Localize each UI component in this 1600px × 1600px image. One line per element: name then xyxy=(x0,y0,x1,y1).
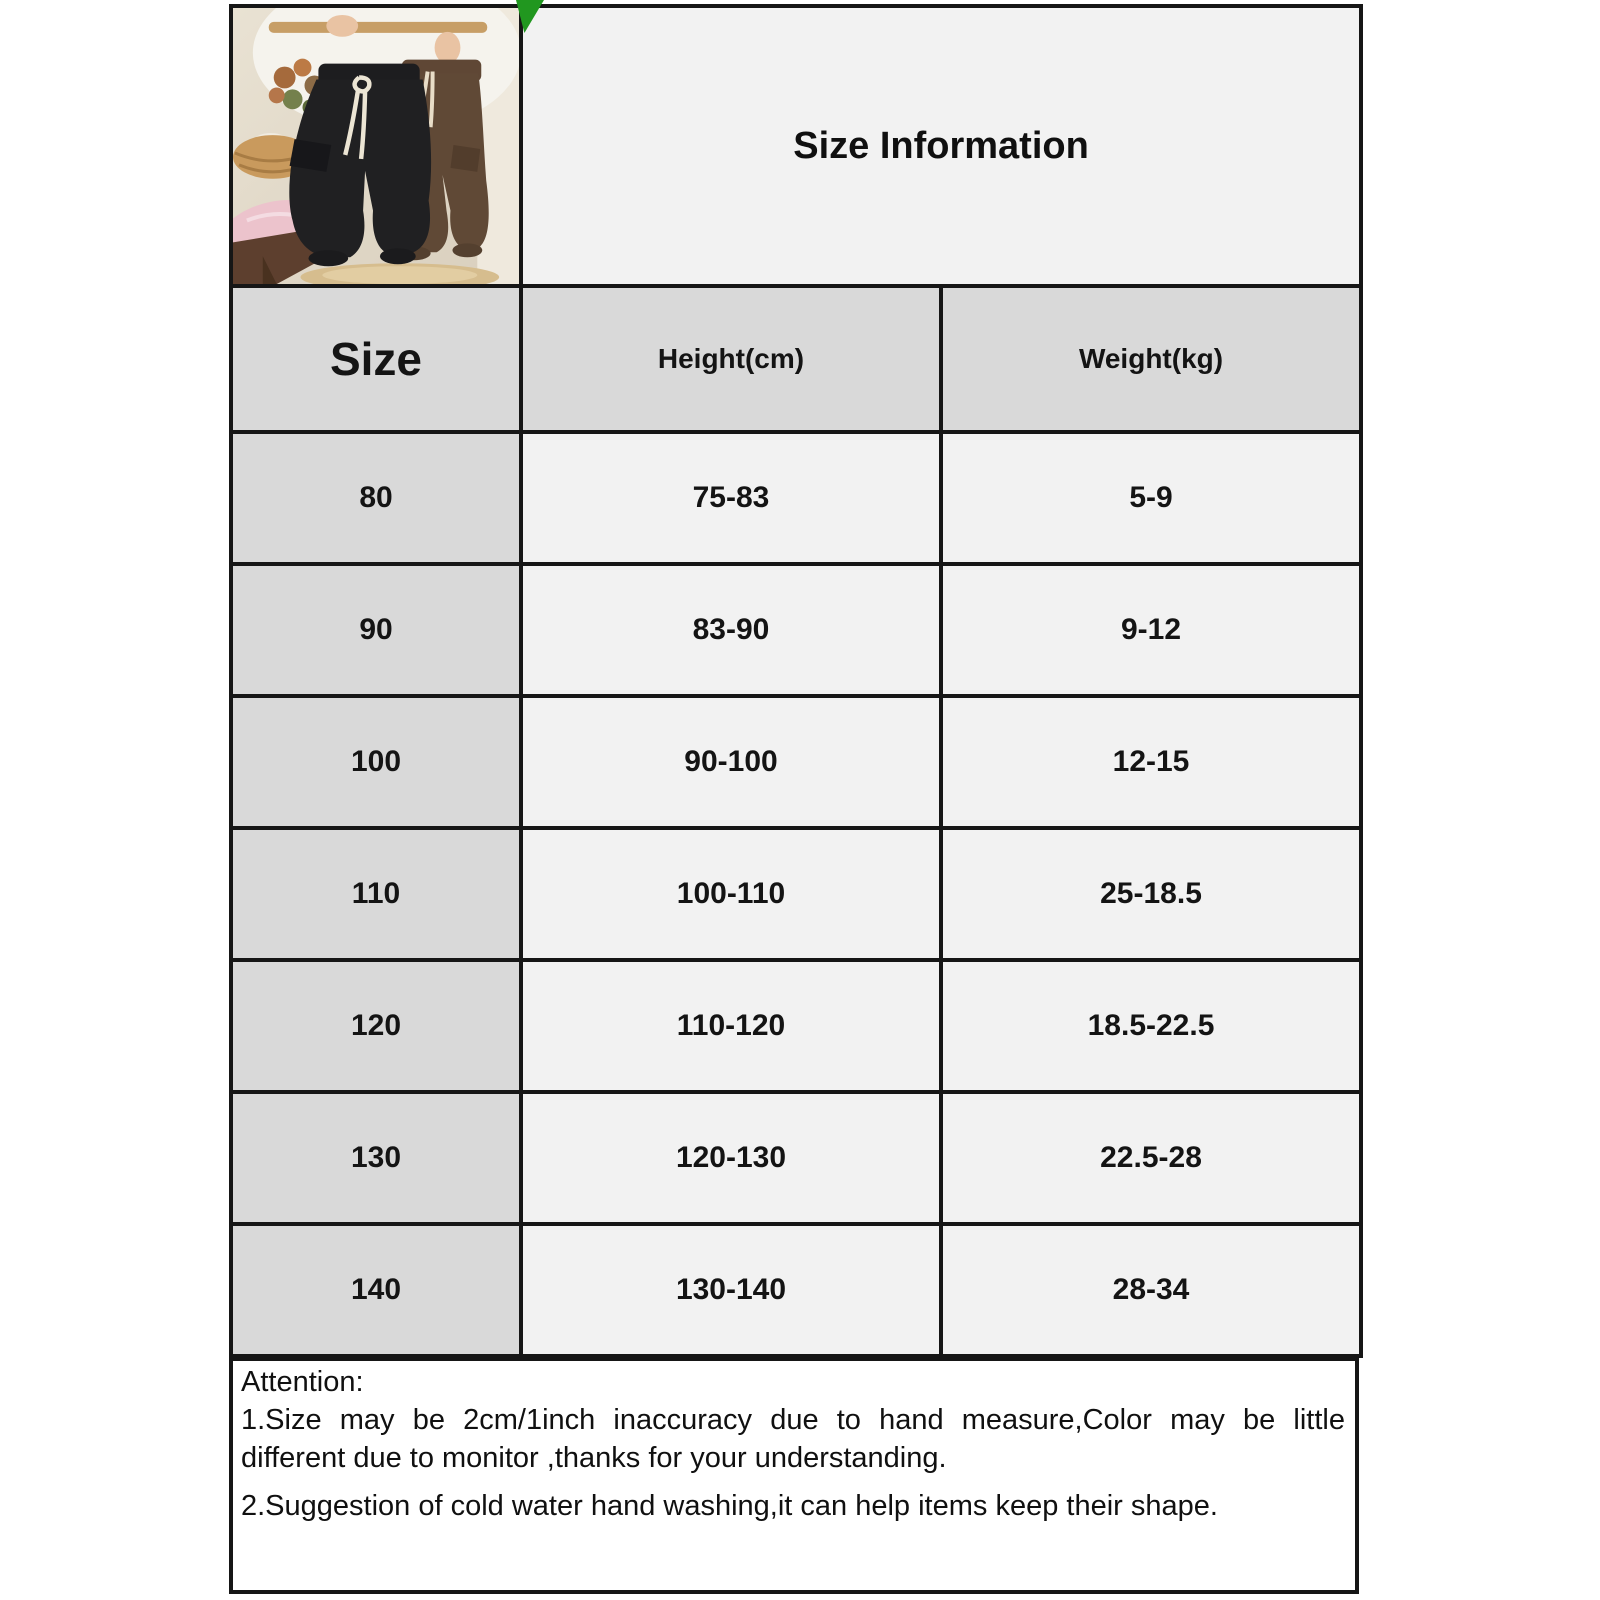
size-cell: 120 xyxy=(231,960,521,1092)
table-row xyxy=(231,828,1361,960)
page-title: Size Information xyxy=(793,124,1089,167)
size-cell: 90 xyxy=(231,564,521,696)
size-table-body xyxy=(231,432,1361,1356)
height-cell: 100-110 xyxy=(521,828,941,960)
height-cell: 90-100 xyxy=(521,696,941,828)
attention-heading: Attention: xyxy=(241,1366,364,1398)
size-cell: 110 xyxy=(231,828,521,960)
weight-cell: 25-18.5 xyxy=(941,828,1361,960)
height-cell: 130-140 xyxy=(521,1224,941,1356)
weight-cell: 18.5-22.5 xyxy=(941,960,1361,1092)
table-row xyxy=(231,432,1361,564)
height-cell: 120-130 xyxy=(521,1092,941,1224)
attention-note-1: 1.Size may be 2cm/1inch inaccuracy due to hand measure,Color may be little different due to monitor ,thanks for your understanding. xyxy=(241,1404,1345,1474)
size-info-title-cell xyxy=(521,6,1361,286)
weight-cell: 5-9 xyxy=(941,432,1361,564)
black-pants xyxy=(289,64,431,267)
column-header-weight: Weight(kg) xyxy=(941,286,1361,432)
attention-note-2: 2.Suggestion of cold water hand washing,it can help items keep their shape. xyxy=(241,1490,1218,1522)
product-photo xyxy=(231,6,521,286)
attention-box xyxy=(229,1357,1359,1594)
weight-cell: 9-12 xyxy=(941,564,1361,696)
size-cell: 100 xyxy=(231,696,521,828)
size-cell: 130 xyxy=(231,1092,521,1224)
height-cell: 83-90 xyxy=(521,564,941,696)
photo-title-row xyxy=(231,6,1361,286)
table-row xyxy=(231,696,1361,828)
weight-cell: 22.5-28 xyxy=(941,1092,1361,1224)
height-cell: 110-120 xyxy=(521,960,941,1092)
table-header-row xyxy=(231,286,1361,432)
size-cell: 80 xyxy=(231,432,521,564)
column-header-height: Height(cm) xyxy=(521,286,941,432)
table-row xyxy=(231,960,1361,1092)
table-row xyxy=(231,564,1361,696)
column-header-size: Size xyxy=(231,286,521,432)
weight-cell: 28-34 xyxy=(941,1224,1361,1356)
size-table xyxy=(229,4,1363,1358)
table-row xyxy=(231,1224,1361,1356)
product-photo-illustration xyxy=(233,8,519,284)
table-row xyxy=(231,1092,1361,1224)
height-cell: 75-83 xyxy=(521,432,941,564)
weight-cell: 12-15 xyxy=(941,696,1361,828)
size-cell: 140 xyxy=(231,1224,521,1356)
